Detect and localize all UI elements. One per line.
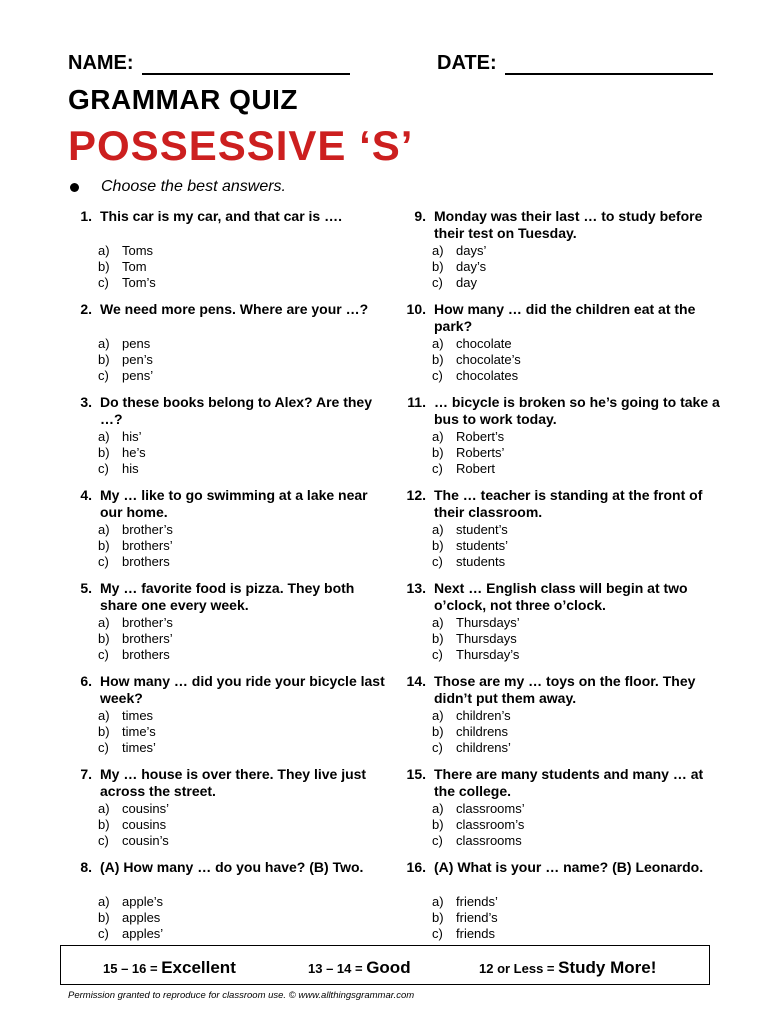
answer-option[interactable] — [98, 243, 156, 259]
question-number: 3. — [80, 394, 92, 410]
answer-option[interactable] — [432, 801, 525, 817]
header-row — [68, 52, 718, 80]
answer-options — [432, 708, 511, 756]
answer-option[interactable] — [432, 894, 498, 910]
answer-option[interactable] — [432, 429, 504, 445]
answer-option[interactable] — [98, 817, 169, 833]
answer-options — [432, 522, 508, 570]
option-letter: a) — [432, 522, 444, 537]
date-blank-line — [505, 53, 713, 75]
option-letter: b) — [432, 910, 444, 925]
option-letter: b) — [432, 631, 444, 646]
answer-options — [98, 522, 173, 570]
option-text: Toms — [122, 243, 154, 258]
option-letter: a) — [432, 429, 444, 444]
question-text: Those are my … toys on the floor. They didn’t put them away. — [434, 673, 696, 706]
option-text: his’ — [122, 429, 142, 444]
score-excellent — [103, 958, 236, 978]
option-letter: b) — [432, 817, 444, 832]
option-letter: b) — [98, 724, 110, 739]
option-text: cousin’s — [122, 833, 169, 848]
score-range: 15 – 16 = — [103, 961, 158, 976]
question-number: 9. — [414, 208, 426, 224]
option-letter: a) — [432, 336, 444, 351]
question-text: … bicycle is broken so he’s going to take a bus to work today. — [434, 394, 720, 427]
option-text: Thursdays’ — [456, 615, 520, 630]
answer-option[interactable] — [432, 724, 511, 740]
option-letter: c) — [98, 833, 109, 848]
answer-option[interactable] — [98, 724, 156, 740]
permission-footer: Permission granted to reproduce for classroom use. © www.allthingsgrammar.com — [68, 990, 415, 1001]
question-number: 7. — [80, 766, 92, 782]
question-text: (A) What is your … name? (B) Leonardo. — [434, 859, 704, 875]
answer-options — [98, 615, 173, 663]
answer-option[interactable] — [432, 910, 498, 926]
question-number: 4. — [80, 487, 92, 503]
option-letter: a) — [432, 708, 444, 723]
option-text: brothers’ — [122, 631, 173, 646]
option-letter: b) — [98, 538, 110, 553]
answer-option[interactable] — [98, 631, 173, 647]
score-rating: Study More! — [558, 958, 657, 977]
question-text: (A) How many … do you have? (B) Two. — [100, 859, 364, 875]
answer-options — [432, 336, 521, 384]
question-text: Next … English class will begin at two o’clock, not three o’clock. — [434, 580, 688, 613]
question-text: The … teacher is standing at the front of their classroom. — [434, 487, 703, 520]
option-text: student’s — [456, 522, 508, 537]
answer-option[interactable] — [432, 926, 498, 942]
option-text: Robert’s — [456, 429, 505, 444]
option-letter: b) — [98, 352, 110, 367]
name-blank-line — [142, 53, 350, 75]
answer-option[interactable] — [432, 647, 520, 663]
answer-options — [98, 801, 169, 849]
question-number: 5. — [80, 580, 92, 596]
option-letter: b) — [432, 352, 444, 367]
answer-option[interactable] — [432, 631, 520, 647]
answer-option[interactable] — [98, 708, 156, 724]
option-text: days’ — [456, 243, 487, 258]
question-number: 2. — [80, 301, 92, 317]
option-text: childrens’ — [456, 740, 511, 755]
option-text: he’s — [122, 445, 146, 460]
option-letter: b) — [432, 259, 444, 274]
question-number: 15. — [406, 766, 426, 782]
option-text: classrooms’ — [456, 801, 525, 816]
answer-options — [432, 894, 498, 942]
option-letter: a) — [98, 243, 110, 258]
question-number: 11. — [407, 394, 426, 410]
option-text: students — [456, 554, 506, 569]
answer-option[interactable] — [432, 817, 525, 833]
option-text: Roberts’ — [456, 445, 505, 460]
answer-options — [432, 429, 504, 477]
option-letter: b) — [98, 445, 110, 460]
option-text: apples — [122, 910, 161, 925]
option-text: pen’s — [122, 352, 153, 367]
answer-options — [98, 243, 156, 291]
option-text: students’ — [456, 538, 509, 553]
option-text: brothers — [122, 647, 170, 662]
question-text: Monday was their last … to study before their test on Tuesday. — [434, 208, 703, 241]
score-rating: Excellent — [161, 958, 236, 977]
answer-option[interactable] — [432, 833, 525, 849]
answer-option[interactable] — [432, 708, 511, 724]
option-letter: c) — [432, 740, 443, 755]
answer-option[interactable] — [98, 538, 173, 554]
option-text: day — [456, 275, 477, 290]
question-text: This car is my car, and that car is …. — [100, 208, 342, 224]
answer-option[interactable] — [98, 554, 173, 570]
option-letter: b) — [432, 445, 444, 460]
option-letter: a) — [432, 615, 444, 630]
option-text: his — [122, 461, 139, 476]
answer-option[interactable] — [98, 368, 153, 384]
option-text: pens — [122, 336, 151, 351]
question-text: My … house is over there. They live just across the street. — [100, 766, 367, 799]
option-text: day’s — [456, 259, 487, 274]
option-letter: c) — [98, 926, 109, 941]
option-text: apple’s — [122, 894, 163, 909]
option-letter: a) — [98, 522, 110, 537]
answer-option[interactable] — [432, 538, 508, 554]
answer-option[interactable] — [432, 275, 486, 291]
question-number: 16. — [406, 859, 426, 875]
option-letter: a) — [98, 708, 110, 723]
answer-option[interactable] — [432, 336, 521, 352]
option-letter: c) — [432, 833, 443, 848]
answer-option[interactable] — [98, 275, 156, 291]
date-label: DATE: — [437, 52, 497, 74]
option-letter: a) — [432, 801, 444, 816]
question-text: Do these books belong to Alex? Are they …? — [100, 394, 373, 427]
option-text: brother’s — [122, 615, 173, 630]
option-letter: a) — [432, 243, 444, 258]
answer-option[interactable] — [432, 243, 486, 259]
score-rating: Good — [366, 958, 411, 977]
answer-option[interactable] — [432, 445, 504, 461]
answer-option[interactable] — [98, 352, 153, 368]
option-letter: b) — [98, 631, 110, 646]
answer-option[interactable] — [98, 461, 146, 477]
option-text: childrens — [456, 724, 509, 739]
option-letter: c) — [98, 461, 109, 476]
option-text: Thursdays — [456, 631, 517, 646]
answer-option[interactable] — [98, 910, 163, 926]
question-text: We need more pens. Where are your …? — [100, 301, 369, 317]
score-study-more — [479, 958, 656, 978]
answer-options — [98, 894, 163, 942]
answer-option[interactable] — [98, 429, 146, 445]
answer-option[interactable] — [98, 615, 173, 631]
option-text: pens’ — [122, 368, 154, 383]
option-text: Tom — [122, 259, 147, 274]
option-letter: c) — [98, 368, 109, 383]
option-text: brothers — [122, 554, 170, 569]
scoring-box — [60, 945, 710, 985]
question-text: How many … did the children eat at the park? — [434, 301, 696, 334]
option-text: children’s — [456, 708, 511, 723]
answer-options — [432, 801, 525, 849]
answer-option[interactable] — [98, 894, 163, 910]
instruction-text: Choose the best answers. — [101, 178, 286, 195]
answer-option[interactable] — [98, 522, 173, 538]
answer-option[interactable] — [432, 352, 521, 368]
option-letter: c) — [432, 554, 443, 569]
question-text: My … favorite food is pizza. They both share one every week. — [100, 580, 355, 613]
option-letter: c) — [98, 554, 109, 569]
option-text: classrooms — [456, 833, 522, 848]
answer-options — [98, 429, 146, 477]
name-label: NAME: — [68, 52, 134, 74]
option-text: Thursday’s — [456, 647, 520, 662]
question-number: 13. — [406, 580, 426, 596]
option-letter: a) — [98, 615, 110, 630]
question-text: There are many students and many … at the college. — [434, 766, 704, 799]
score-range: 12 or Less = — [479, 961, 555, 976]
answer-option[interactable] — [432, 368, 521, 384]
answer-option[interactable] — [432, 740, 511, 756]
option-text: cousins — [122, 817, 167, 832]
option-text: brother’s — [122, 522, 173, 537]
option-letter: c) — [432, 647, 443, 662]
option-text: Tom’s — [122, 275, 156, 290]
option-letter: b) — [432, 724, 444, 739]
answer-option[interactable] — [432, 461, 504, 477]
option-letter: a) — [98, 894, 110, 909]
option-text: cousins’ — [122, 801, 169, 816]
name-field — [68, 52, 350, 75]
answer-options — [98, 336, 153, 384]
option-letter: c) — [432, 461, 443, 476]
option-letter: b) — [98, 910, 110, 925]
option-text: friends’ — [456, 894, 498, 909]
option-letter: a) — [98, 336, 110, 351]
instruction — [68, 178, 286, 196]
option-text: friend’s — [456, 910, 498, 925]
score-good — [308, 958, 411, 978]
answer-option[interactable] — [432, 615, 520, 631]
option-letter: b) — [432, 538, 444, 553]
option-letter: a) — [432, 894, 444, 909]
option-letter: b) — [98, 259, 110, 274]
answer-option[interactable] — [432, 554, 508, 570]
answer-option[interactable] — [98, 336, 153, 352]
answer-option[interactable] — [98, 647, 173, 663]
option-text: time’s — [122, 724, 156, 739]
answer-options — [98, 708, 156, 756]
score-range: 13 – 14 = — [308, 961, 363, 976]
quiz-subtitle: POSSESSIVE ‘S’ — [68, 122, 414, 169]
answer-option[interactable] — [98, 833, 169, 849]
option-text: apples’ — [122, 926, 164, 941]
question-number: 14. — [406, 673, 426, 689]
option-text: times’ — [122, 740, 156, 755]
question-number: 1. — [80, 208, 92, 224]
option-text: chocolate — [456, 336, 512, 351]
option-letter: b) — [98, 817, 110, 832]
answer-option[interactable] — [98, 740, 156, 756]
question-number: 10. — [406, 301, 426, 317]
bullet-icon — [70, 183, 79, 192]
option-letter: c) — [432, 926, 443, 941]
answer-option[interactable] — [98, 445, 146, 461]
answer-option[interactable] — [432, 259, 486, 275]
answer-option[interactable] — [432, 522, 508, 538]
date-field — [437, 52, 713, 75]
answer-option[interactable] — [98, 926, 163, 942]
option-text: chocolates — [456, 368, 519, 383]
option-text: chocolate’s — [456, 352, 521, 367]
option-letter: c) — [98, 275, 109, 290]
option-letter: a) — [98, 429, 110, 444]
quiz-title: GRAMMAR QUIZ — [68, 84, 298, 115]
question-number: 8. — [80, 859, 92, 875]
answer-option[interactable] — [98, 801, 169, 817]
option-letter: a) — [98, 801, 110, 816]
question-number: 12. — [406, 487, 426, 503]
option-letter: c) — [432, 368, 443, 383]
question-text: How many … did you ride your bicycle last week? — [100, 673, 385, 706]
question-text: My … like to go swimming at a lake near our home. — [100, 487, 368, 520]
option-text: Robert — [456, 461, 496, 476]
answer-option[interactable] — [98, 259, 156, 275]
option-text: classroom’s — [456, 817, 525, 832]
option-text: friends — [456, 926, 496, 941]
option-text: brothers’ — [122, 538, 173, 553]
option-text: times — [122, 708, 154, 723]
question-number: 6. — [80, 673, 92, 689]
option-letter: c) — [98, 647, 109, 662]
answer-options — [432, 615, 520, 663]
answer-options — [432, 243, 486, 291]
option-letter: c) — [98, 740, 109, 755]
option-letter: c) — [432, 275, 443, 290]
